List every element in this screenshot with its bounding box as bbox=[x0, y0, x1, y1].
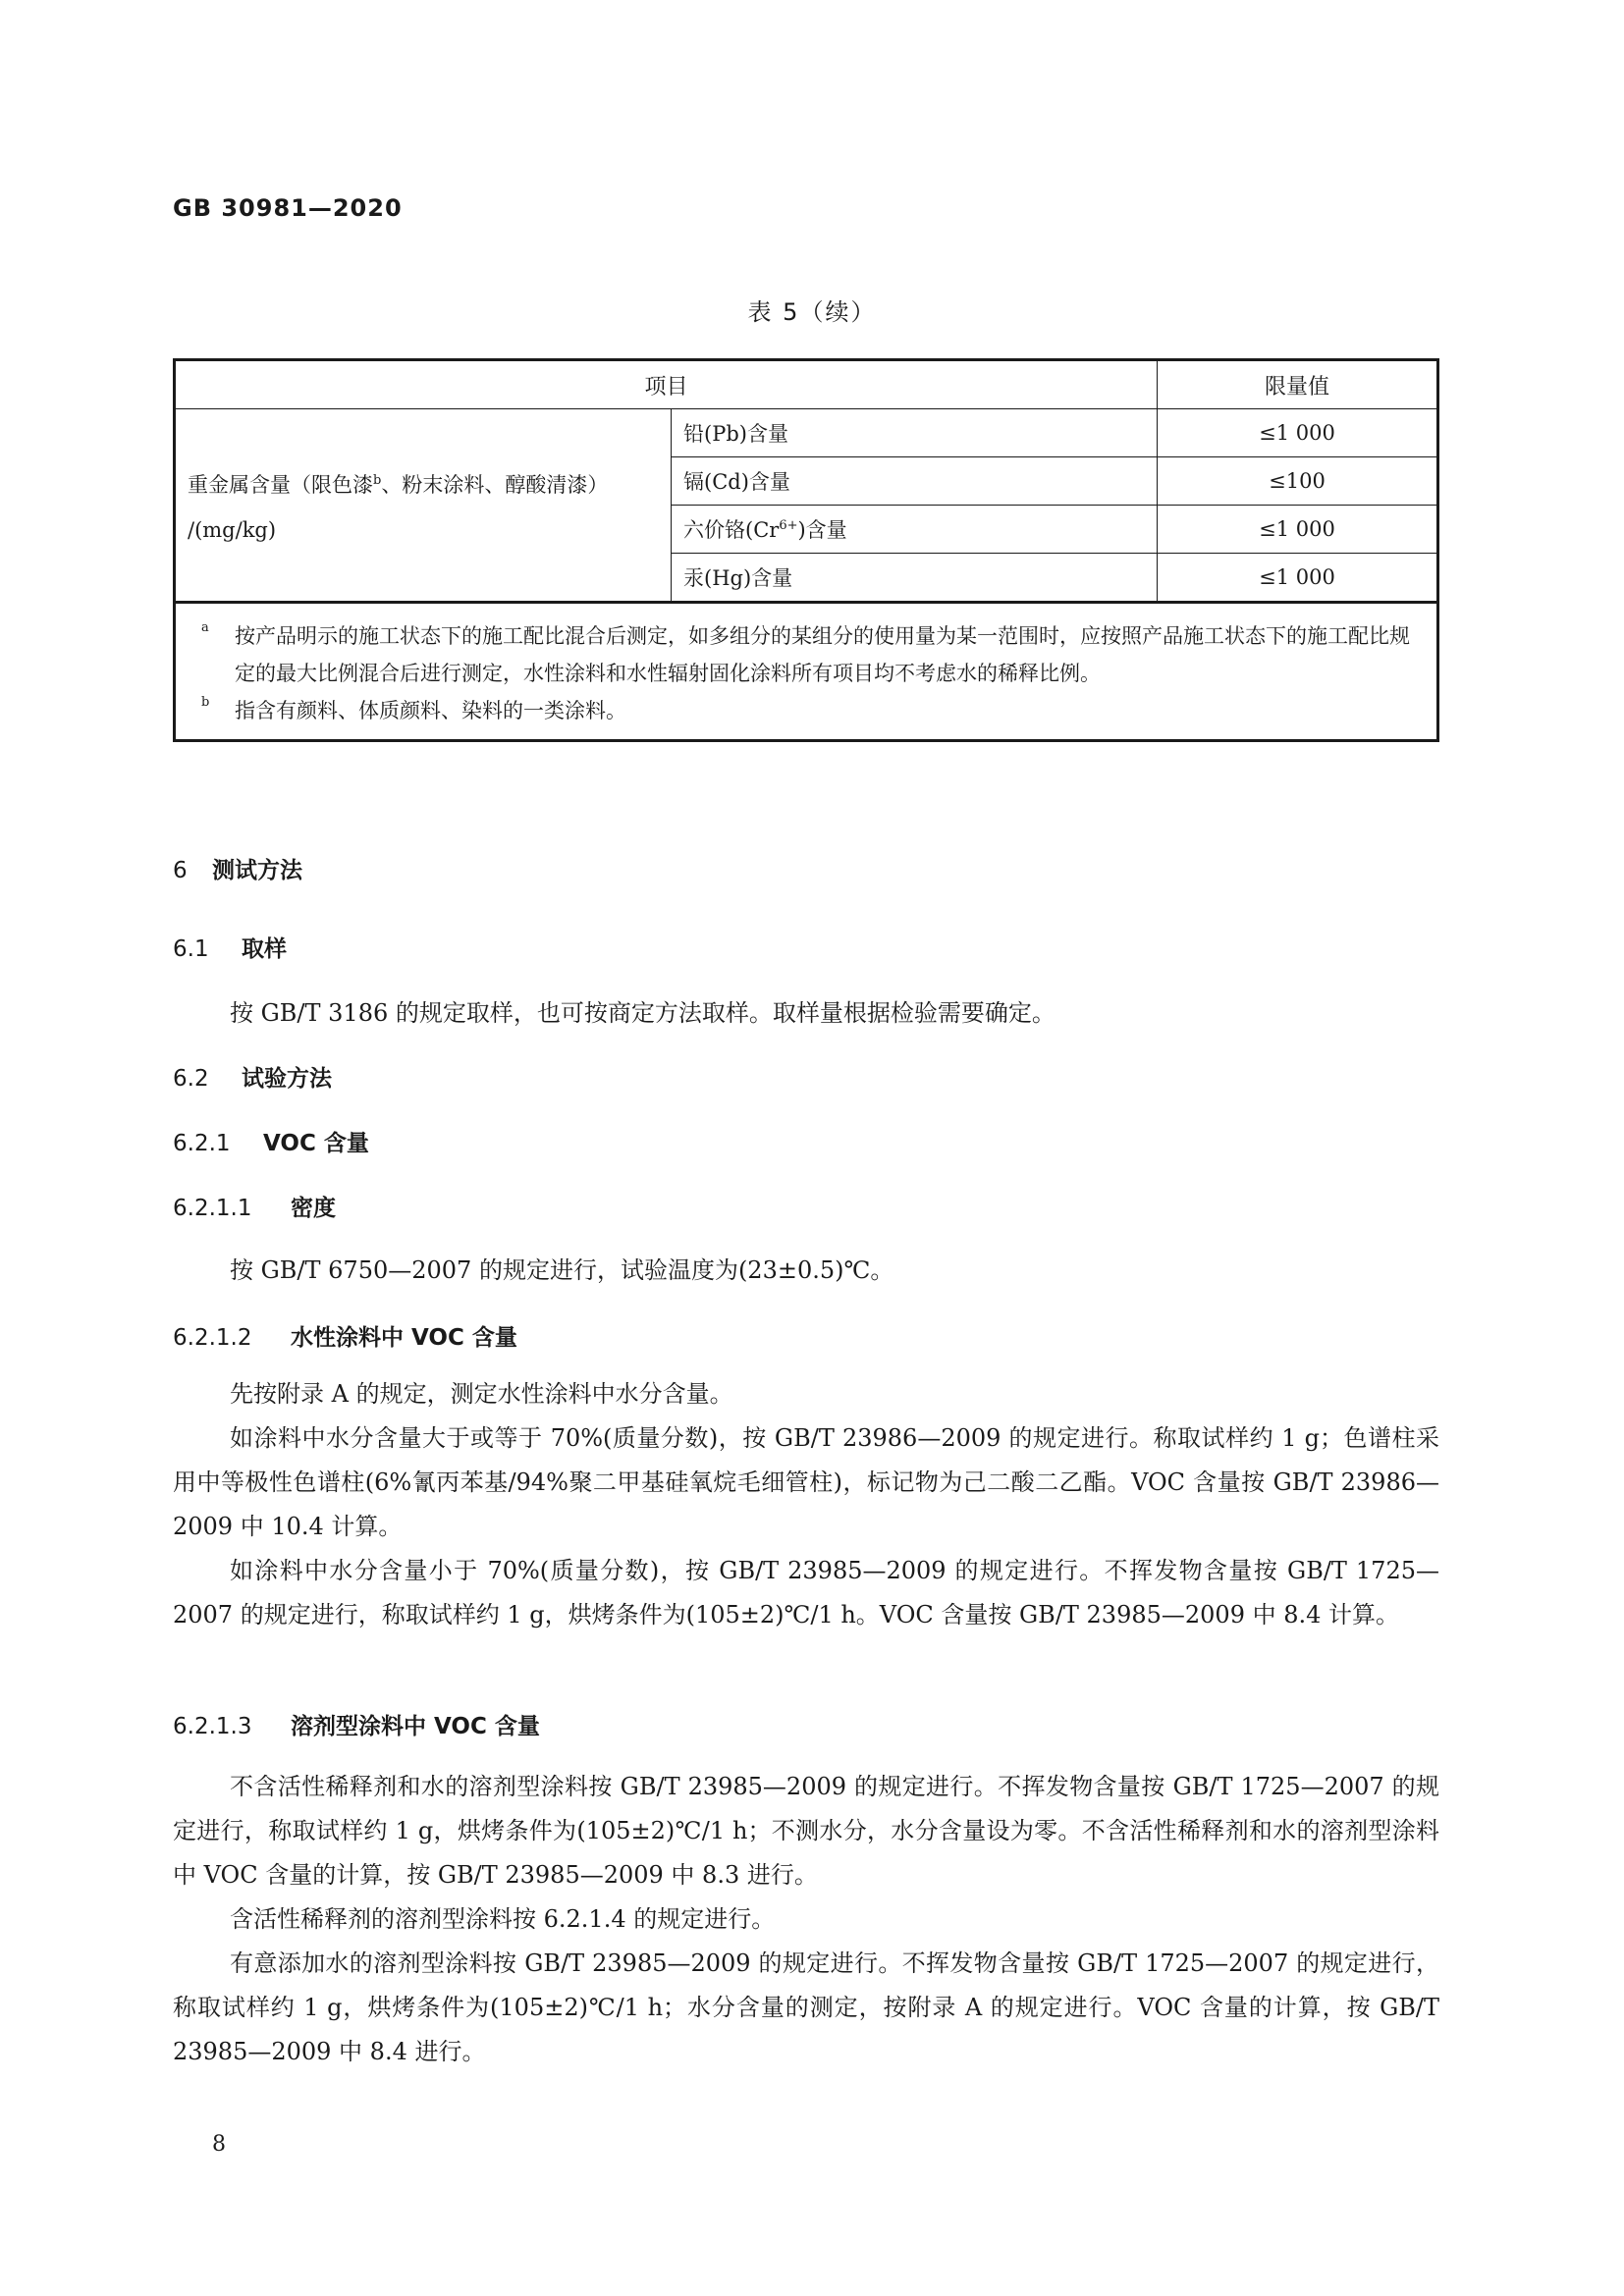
paragraph: 按 GB/T 3186 的规定取样，也可按商定方法取样。取样量根据检验需要确定。 bbox=[230, 999, 1056, 1027]
note-b-text: 指含有颜料、体质颜料、染料的一类涂料。 bbox=[235, 699, 626, 722]
section-title: 试验方法 bbox=[242, 1066, 332, 1092]
section-number: 6.2 bbox=[173, 1066, 209, 1092]
section-number: 6.2.1 bbox=[173, 1131, 231, 1156]
value-cell: ≤1 000 bbox=[1158, 506, 1438, 554]
section-title: 测试方法 bbox=[212, 858, 302, 883]
section-6-2-heading bbox=[173, 1060, 332, 1093]
value-cell: ≤1 000 bbox=[1158, 554, 1438, 603]
note-b-mark: b bbox=[201, 695, 210, 710]
section-number: 6 bbox=[173, 858, 188, 883]
table-caption: 表 5（续） bbox=[747, 298, 877, 326]
notes-cell bbox=[175, 603, 1438, 741]
item-cell: 镉(Cd)含量 bbox=[672, 457, 1158, 506]
value-cell: ≤100 bbox=[1158, 457, 1438, 506]
note-a-text: 按产品明示的施工状态下的施工配比混合后测定，如多组分的某组分的使用量为某一范围时，应按照产品施工状态下的施工配比规定的最大比例混合后进行测定，水性涂料和水性辐射固化涂料所有项目均不考虑水的稀释比例。 bbox=[235, 624, 1410, 685]
section-title: 密度 bbox=[291, 1196, 336, 1221]
paragraph: 含活性稀释剂的溶剂型涂料按 6.2.1.4 的规定进行。 bbox=[230, 1905, 776, 1933]
group-unit: /(mg/kg) bbox=[188, 517, 277, 542]
table-header-row bbox=[175, 360, 1438, 409]
item-pre: 六价铬(Cr bbox=[683, 518, 780, 542]
group-cell bbox=[175, 409, 672, 603]
section-number: 6.2.1.3 bbox=[173, 1714, 252, 1739]
section-6-2-1-3-heading bbox=[173, 1708, 540, 1740]
note-a-mark: a bbox=[201, 620, 209, 635]
paragraph: 按 GB/T 6750—2007 的规定进行，试验温度为(23±0.5)℃。 bbox=[230, 1256, 894, 1284]
section-6-2-1-2-heading bbox=[173, 1319, 517, 1352]
group-label: 重金属含量（限色漆 bbox=[188, 472, 373, 497]
paragraph: 如涂料中水分含量小于 70%(质量分数)，按 GB/T 23985—2009 的规定进行。不挥发物含量按 GB/T 1725—2007 的规定进行，称取试样约 1 g，烘烤条件为(105±2)℃/1 h。VOC 含量按 GB/T 23985—2009 中 8.4 计算。 bbox=[173, 1557, 1439, 1629]
section-6-2-1-heading bbox=[173, 1125, 369, 1157]
table-row bbox=[175, 409, 1438, 457]
paragraph: 有意添加水的溶剂型涂料按 GB/T 23985—2009 的规定进行。不挥发物含量按 GB/T 1725—2007 的规定进行，称取试样约 1 g，烘烤条件为(105±2)℃/1 h；水分含量的测定，按附录 A 的规定进行。VOC 含量的计算，按 GB/T 23985—2009 中 8.4 进行。 bbox=[173, 1949, 1439, 2065]
section-6-heading bbox=[173, 852, 302, 884]
page-number: 8 bbox=[212, 2132, 226, 2157]
section-title: 水性涂料中 VOC 含量 bbox=[291, 1325, 517, 1351]
limit-table bbox=[173, 358, 1439, 742]
group-label-rest: 、粉末涂料、醇酸清漆） bbox=[381, 472, 609, 497]
value-cell: ≤1 000 bbox=[1158, 409, 1438, 457]
item-cell: 汞(Hg)含量 bbox=[672, 554, 1158, 603]
note-a bbox=[201, 617, 1419, 692]
section-number: 6.1 bbox=[173, 936, 209, 962]
notes-row bbox=[175, 603, 1438, 741]
section-title: VOC 含量 bbox=[263, 1131, 369, 1156]
header-limit: 限量值 bbox=[1158, 360, 1438, 409]
group-label-sup: b bbox=[373, 472, 382, 488]
paragraph: 如涂料中水分含量大于或等于 70%(质量分数)，按 GB/T 23986—2009 的规定进行。称取试样约 1 g；色谱柱采用中等极性色谱柱(6%氰丙苯基/94%聚二甲基硅氧烷毛细管柱)，标记物为己二酸二乙酯。VOC 含量按 GB/T 23986—2009 中 10.4 计算。 bbox=[173, 1424, 1439, 1540]
header-item: 项目 bbox=[175, 360, 1158, 409]
item-sup: 6+ bbox=[779, 518, 798, 533]
section-title: 溶剂型涂料中 VOC 含量 bbox=[291, 1714, 540, 1739]
section-title: 取样 bbox=[242, 936, 287, 962]
paragraph: 不含活性稀释剂和水的溶剂型涂料按 GB/T 23985—2009 的规定进行。不挥发物含量按 GB/T 1725—2007 的规定进行，称取试样约 1 g，烘烤条件为(105±2)℃/1 h；不测水分，水分含量设为零。不含活性稀释剂和水的溶剂型涂料中 VOC 含量的计算，按 GB/T 23985—2009 中 8.3 进行。 bbox=[173, 1773, 1439, 1889]
standard-code: GB 30981—2020 bbox=[173, 194, 403, 222]
paragraph: 先按附录 A 的规定，测定水性涂料中水分含量。 bbox=[230, 1380, 733, 1408]
note-b bbox=[201, 692, 1419, 729]
section-6-1-heading bbox=[173, 931, 287, 963]
section-number: 6.2.1.1 bbox=[173, 1196, 252, 1221]
section-6-2-1-1-heading bbox=[173, 1190, 336, 1222]
item-cell: 铅(Pb)含量 bbox=[672, 409, 1158, 457]
section-number: 6.2.1.2 bbox=[173, 1325, 252, 1351]
item-post: )含量 bbox=[797, 518, 847, 542]
item-cell bbox=[672, 506, 1158, 554]
